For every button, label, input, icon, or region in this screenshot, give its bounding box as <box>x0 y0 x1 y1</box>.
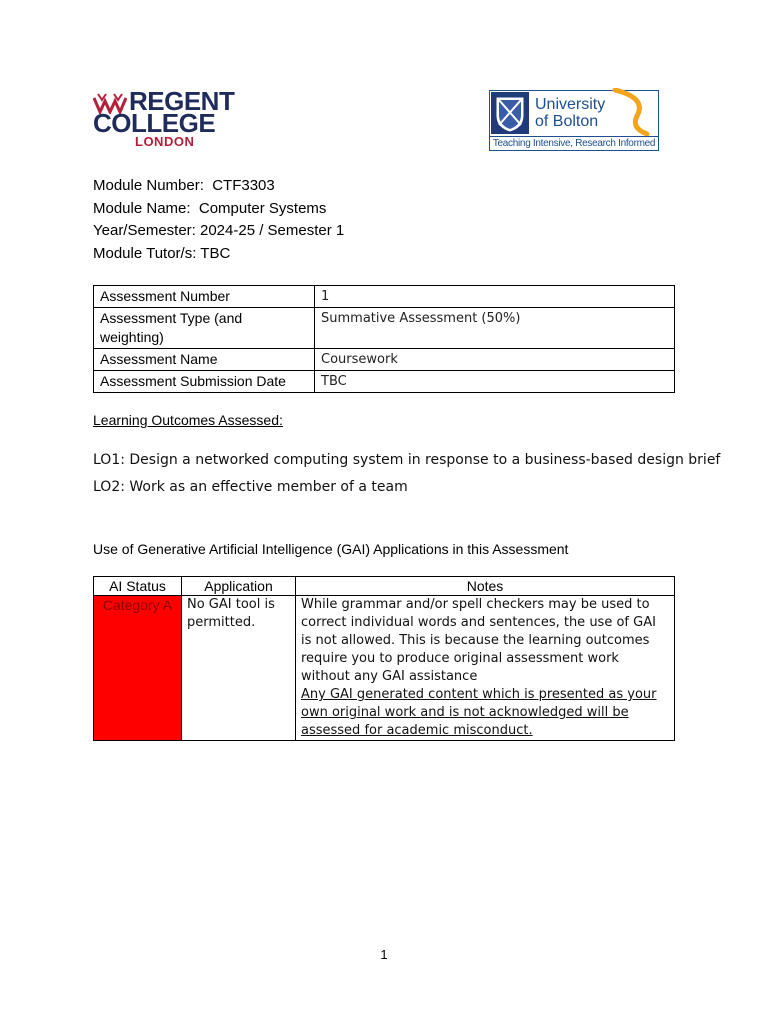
swoosh-icon <box>607 88 651 136</box>
ai-status-cell: Category A <box>94 596 182 741</box>
notes-header: Notes <box>296 577 675 596</box>
regent-logo-line3: LONDON <box>135 134 195 149</box>
gai-heading: Use of Generative Artificial Intelligence (GAI) Applications in this Assessment <box>93 541 569 557</box>
module-info <box>93 175 344 265</box>
assessment-details-table <box>93 285 675 393</box>
table-row <box>94 596 675 741</box>
assessment-name-value: Coursework <box>315 349 675 371</box>
crest-icon <box>491 92 529 134</box>
table-row <box>94 286 675 308</box>
bolton-logo-name <box>535 96 605 130</box>
notes-misconduct-warning: Any GAI generated content which is presented as your own original work and is not acknowledged will be assessed for academic misconduct. <box>301 687 657 738</box>
regent-logo-line2: COLLEGE <box>93 108 216 138</box>
assessment-type-value: Summative Assessment (50%) <box>315 308 675 349</box>
submission-date-label: Assessment Submission Date <box>94 371 315 393</box>
table-header-row <box>94 577 675 596</box>
table-row <box>94 308 675 349</box>
assessment-name-label: Assessment Name <box>94 349 315 371</box>
assessment-number-label: Assessment Number <box>94 286 315 308</box>
module-name: Module Name: Computer Systems <box>93 199 327 217</box>
learning-outcome-2: LO2: Work as an effective member of a team <box>93 479 408 495</box>
regent-logo-line1: REGENT <box>129 86 235 116</box>
bolton-tagline: Teaching Intensive, Research Informed <box>489 136 659 150</box>
university-of-bolton-logo <box>489 90 659 151</box>
assessment-number-value: 1 <box>315 286 675 308</box>
regent-college-logo <box>93 88 243 152</box>
application-header: Application <box>182 577 296 596</box>
application-cell: No GAI tool is permitted. <box>182 596 296 741</box>
ai-status-header: AI Status <box>94 577 182 596</box>
table-row <box>94 371 675 393</box>
notes-cell <box>296 596 675 741</box>
module-tutor: Module Tutor/s: TBC <box>93 244 231 262</box>
assessment-type-label: Assessment Type (and weighting) <box>94 308 315 349</box>
learning-outcomes-heading: Learning Outcomes Assessed: <box>93 412 283 428</box>
submission-date-value: TBC <box>315 371 675 393</box>
bolton-name-line2: of Bolton <box>535 113 599 130</box>
learning-outcome-1: LO1: Design a networked computing system in response to a business-based design brief <box>93 452 721 468</box>
module-number: Module Number: CTF3303 <box>93 177 275 194</box>
page-number: 1 <box>380 947 388 962</box>
table-row <box>94 349 675 371</box>
bolton-name-line1: University <box>535 96 606 113</box>
notes-text: While grammar and/or spell checkers may be used to correct individual words and sentences, the use of GAI is not allowed. This is because the learning outcomes require you to produce original assessment work without any GAI assistance <box>301 597 656 684</box>
year-semester: Year/Semester: 2024-25 / Semester 1 <box>93 222 345 239</box>
gai-status-table <box>93 576 675 741</box>
